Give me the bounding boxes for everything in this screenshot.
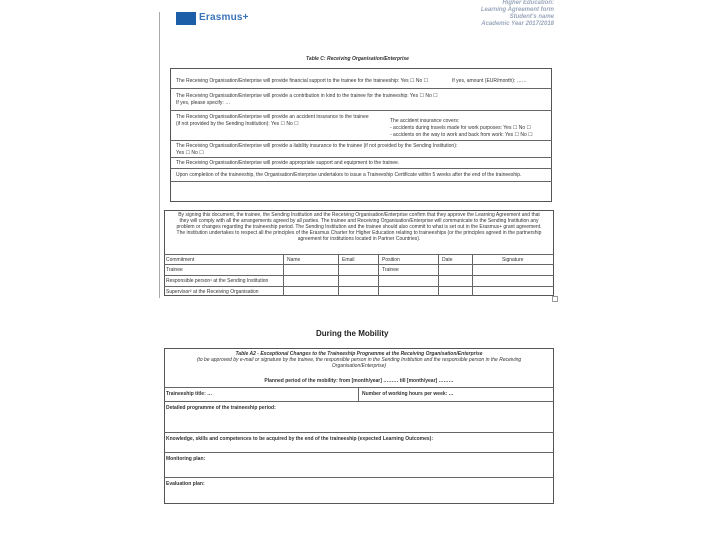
commitment-p1: By signing this document, the trainee, the Sending Institution and the Receiving Organisation/Enterprise confirm that they approve the Learning Agreement and that — [178, 212, 540, 218]
chg-col-split — [358, 387, 359, 401]
ct-divider-1 — [164, 264, 554, 265]
rt-row5: The Receiving Organisation/Enterprise will provide appropriate support and equipment to the trainee. — [176, 160, 400, 166]
ct-col-3 — [378, 254, 379, 296]
page-left-edge — [159, 12, 160, 298]
ct-divider-3 — [164, 286, 554, 287]
rt-divider-5 — [170, 168, 552, 169]
resize-handle — [552, 296, 558, 302]
ct-row3-label: Supervisor² at the Receiving Organisation — [166, 289, 259, 295]
changes-table — [164, 348, 554, 504]
rt-row4-b: Yes ☐ No ☐ — [176, 150, 204, 156]
header-line-1: Higher Education: — [502, 0, 554, 6]
ct-row1-position: Trainee — [382, 267, 399, 273]
rt-row3-r2: - accidents during travels made for work purposes: Yes ☐ No ☐ — [390, 125, 531, 131]
rt-divider-6 — [170, 181, 552, 182]
rt-row3-r1: The accident insurance covers: — [390, 118, 460, 124]
ct-col-2 — [338, 254, 339, 296]
ct-col-1 — [283, 254, 284, 296]
changes-table-title: Table A2 - Exceptional Changes to the Traineeship Programme at the Receiving Organisation/Enterprise — [235, 351, 483, 357]
rt-row1-right: If yes, amount (EUR/month): …… — [452, 78, 527, 84]
rt-row3-r3: - accidents on the way to work and back from work: Yes ☐ No ☐ — [390, 132, 533, 138]
rt-divider-4 — [170, 157, 552, 158]
header-line-3: Student's name — [509, 14, 554, 20]
rt-row4-a: The Receiving Organisation/Enterprise will provide a liability insurance to the trainee (if not provided by the Sending Institution): — [176, 143, 458, 149]
rt-row3-a: The Receiving Organisation/Enterprise will provide an accident insurance to the trainee — [176, 114, 369, 120]
header-line-4: Academic Year 2017/2018 — [481, 21, 554, 27]
ct-header-email: Email — [342, 257, 355, 263]
ct-header-name: Name — [287, 257, 301, 263]
ct-divider-2 — [164, 275, 554, 276]
ct-header-date: Date — [442, 257, 453, 263]
ct-col-5 — [472, 254, 473, 296]
commitment-p3: problem or changes regarding the traineeship period. The Sending Institution and the trainee should also commit to what is set out in the Erasmus+ grant agreement. — [176, 224, 542, 230]
planned-period: Planned period of the mobility: from [month/year] ……… till [month/year] ……… — [264, 378, 454, 384]
rt-row2-a: The Receiving Organisation/Enterprise will provide a contribution in kind to the trainee for the traineeship: Yes ☐ No ☐ — [176, 93, 438, 99]
table-c-title: Table C: Receiving Organisation/Enterprise — [306, 56, 409, 62]
header-line-2: Learning Agreement form — [480, 7, 554, 13]
chg-divider-1 — [164, 387, 554, 388]
ct-header-signature: Signature — [502, 257, 524, 263]
working-hours: Number of working hours per week: … — [362, 391, 454, 397]
rt-row2-b: If yes, please specify: … — [176, 100, 231, 106]
chg-divider-5 — [164, 477, 554, 478]
during-title: During the Mobility — [316, 329, 389, 338]
rt-row3-b: (if not provided by the Sending Institution): Yes ☐ No ☐ — [176, 121, 299, 127]
chg-divider-4 — [164, 452, 554, 453]
ct-header-commitment: Commitment — [166, 257, 195, 263]
chg-divider-3 — [164, 432, 554, 433]
rt-divider-1 — [170, 88, 552, 89]
ct-row1-label: Trainee — [166, 267, 183, 273]
ct-col-4 — [438, 254, 439, 296]
rt-divider-3 — [170, 140, 552, 141]
chg-divider-2 — [164, 401, 554, 402]
rt-row1-left: The Receiving Organisation/Enterprise will provide financial support to the trainee for the traineeship: Yes ☐ No ☐ — [176, 78, 429, 84]
rt-divider-2 — [170, 110, 552, 111]
ct-header-position: Position — [382, 257, 400, 263]
knowledge-skills: Knowledge, skills and competences to be acquired by the end of the traineeship (expected Learning Outcomes): — [166, 436, 433, 442]
commitment-p2: they will comply with all the arrangements agreed by all parties. The trainee and Receiving Organisation/Enterprise will communicate to the Sending Institution any — [179, 218, 539, 224]
evaluation-plan: Evaluation plan: — [166, 481, 205, 487]
erasmus-logo: Erasmus+ — [199, 12, 249, 23]
ct-row2-label: Responsible person¹ at the Sending Institution — [166, 278, 269, 284]
rt-row6: Upon completion of the traineeship, the Organisation/Enterprise undertakes to issue a Traineeship Certificate within 5 weeks after the end of the traineeship. — [176, 172, 522, 178]
monitoring-plan: Monitoring plan: — [166, 456, 206, 462]
commitment-p4: The institution undertakes to respect all the principles of the Erasmus Charter for Higher Education relating to traineeships (or the principles agreed in the partnership — [176, 230, 542, 236]
detailed-programme: Detailed programme of the traineeship period: — [166, 405, 276, 411]
eu-flag-icon — [176, 12, 196, 25]
commitment-p5: agreement for institutions located in Partner Countries). — [297, 236, 421, 242]
ct-divider-header — [164, 254, 554, 255]
traineeship-title: Traineeship title: … — [166, 391, 213, 397]
changes-sub-2: Organisation/Enterprise) — [331, 363, 387, 369]
changes-sub-1: (to be approved by e-mail or signature by the trainee, the responsible person in the Sending Institution and the responsible person in the Receiving — [196, 357, 522, 363]
